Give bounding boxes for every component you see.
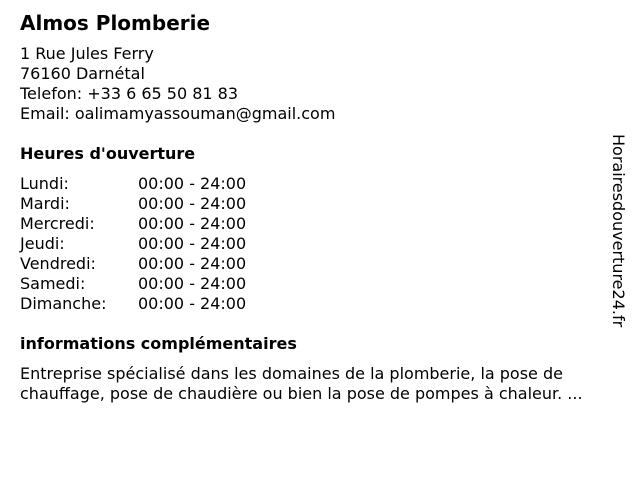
day-label: Mardi: xyxy=(20,194,70,213)
hours-row-sunday xyxy=(20,294,246,314)
time-range: 00:00 - 24:00 xyxy=(138,194,247,213)
address-city: 76160 Darnétal xyxy=(20,64,145,83)
time-range: 00:00 - 24:00 xyxy=(138,294,247,313)
time-range: 00:00 - 24:00 xyxy=(138,234,247,253)
day-label: Dimanche: xyxy=(20,294,107,313)
day-label: Samedi: xyxy=(20,274,86,293)
hours-row-friday xyxy=(20,254,246,274)
additional-info-heading: informations complémentaires xyxy=(20,334,297,353)
address-block xyxy=(20,44,335,124)
hours-row-wednesday xyxy=(20,214,246,234)
phone-number: Telefon: +33 6 65 50 81 83 xyxy=(20,84,239,103)
site-watermark: Horairesdouverture24.fr xyxy=(609,134,628,328)
business-name: Almos Plomberie xyxy=(20,11,211,35)
opening-hours-heading: Heures d'ouverture xyxy=(20,144,196,163)
time-range: 00:00 - 24:00 xyxy=(138,254,247,273)
day-label: Lundi: xyxy=(20,174,69,193)
day-label: Vendredi: xyxy=(20,254,96,273)
hours-row-thursday xyxy=(20,234,246,254)
time-range: 00:00 - 24:00 xyxy=(138,274,247,293)
day-label: Jeudi: xyxy=(20,234,65,253)
time-range: 00:00 - 24:00 xyxy=(138,174,247,193)
day-label: Mercredi: xyxy=(20,214,95,233)
hours-row-monday xyxy=(20,174,246,194)
hours-row-tuesday xyxy=(20,194,246,214)
hours-row-saturday xyxy=(20,274,246,294)
business-description: Entreprise spécialisé dans les domaines de la plomberie, la pose de chauffage, pose de chaudière ou bien la pose de pompes à chaleur. ... xyxy=(20,364,583,403)
address-street: 1 Rue Jules Ferry xyxy=(20,44,154,63)
time-range: 00:00 - 24:00 xyxy=(138,214,247,233)
opening-hours-table xyxy=(20,174,246,314)
email-address: Email: oalimamyassouman@gmail.com xyxy=(20,104,336,123)
